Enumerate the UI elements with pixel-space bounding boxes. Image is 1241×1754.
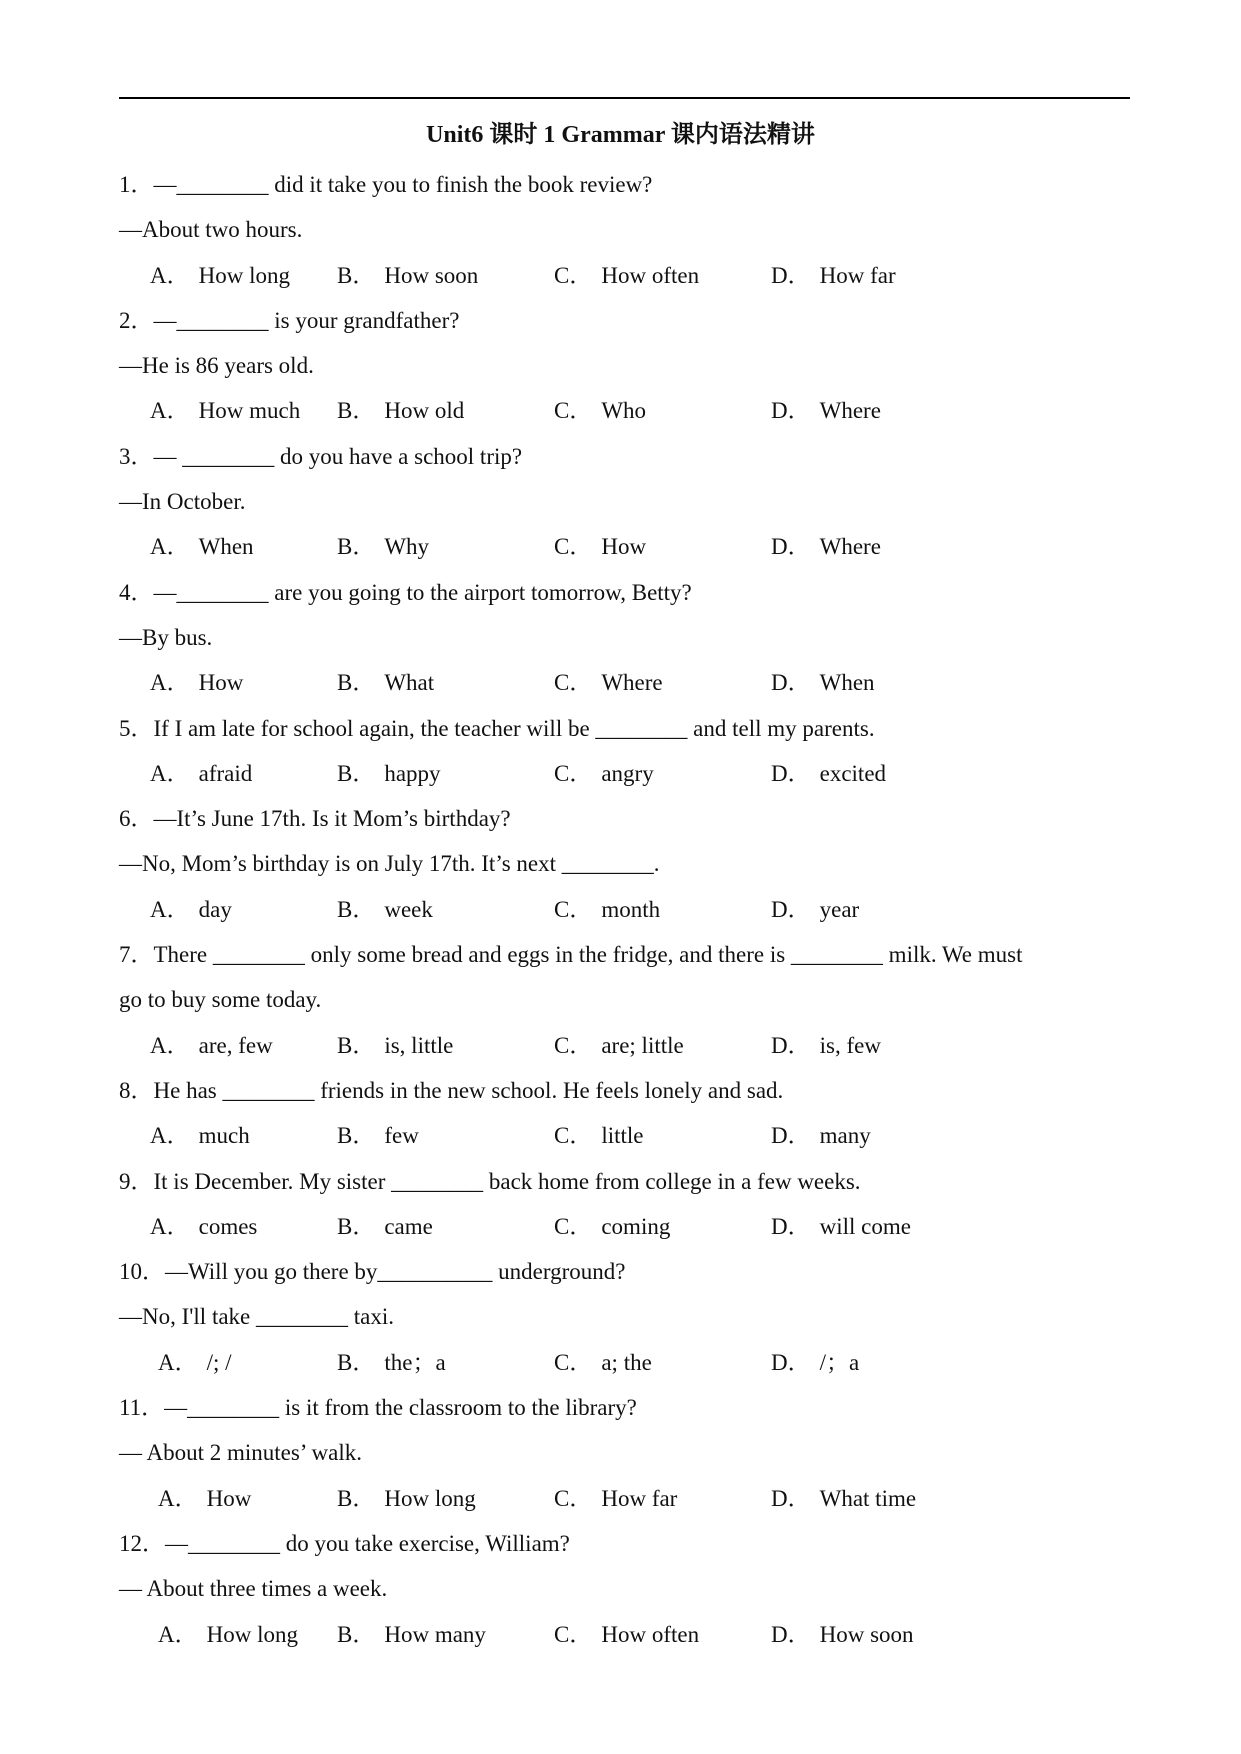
option-c: [554, 1476, 677, 1521]
option-letter: A．: [158, 1621, 198, 1647]
option-d: [771, 887, 859, 932]
option-text: coming: [601, 1213, 671, 1239]
option-b: [337, 1340, 446, 1385]
option-letter: C．: [554, 398, 593, 424]
option-d: [771, 1023, 881, 1068]
option-c: [554, 1340, 652, 1385]
option-d: [771, 1204, 911, 1249]
option-text: How long: [198, 262, 290, 288]
option-a: [150, 1023, 273, 1068]
question-block: [119, 298, 1130, 434]
option-letter: B．: [337, 760, 376, 786]
question-line: — About three times a week.: [119, 1576, 388, 1602]
page-title: Unit6 课时 1 Grammar 课内语法精讲: [426, 122, 815, 148]
option-letter: B．: [337, 398, 376, 424]
question-line: —He is 86 years old.: [119, 353, 314, 379]
option-a: [150, 524, 254, 569]
question-block: [119, 162, 1130, 298]
option-letter: D．: [771, 398, 811, 424]
option-text: How often: [601, 262, 700, 288]
option-text: Where: [819, 398, 881, 424]
option-a: [150, 660, 243, 705]
question-stem: 2．—________ is your grandfather?: [119, 307, 460, 333]
option-text: are, few: [198, 1032, 273, 1058]
option-text: When: [819, 670, 875, 696]
answer-options: [119, 887, 1130, 932]
question-line: —No, Mom’s birthday is on July 17th. It’s next ________.: [119, 851, 660, 877]
option-letter: D．: [771, 534, 811, 560]
option-c: [554, 887, 660, 932]
option-letter: D．: [771, 1485, 811, 1511]
option-c: [554, 1023, 684, 1068]
option-letter: C．: [554, 1349, 593, 1375]
option-b: [337, 751, 441, 796]
question-stem: 12．—________ do you take exercise, William?: [119, 1530, 570, 1556]
option-c: [554, 1204, 670, 1249]
question-stem: 10．—Will you go there by__________ underground?: [119, 1259, 626, 1285]
option-c: [554, 524, 646, 569]
answer-options: [119, 1476, 1130, 1521]
option-text: afraid: [198, 760, 253, 786]
question-block: [119, 796, 1130, 932]
option-b: [337, 253, 478, 298]
option-text: a; the: [601, 1349, 652, 1375]
option-text: /；a: [819, 1349, 860, 1375]
answer-options: [119, 388, 1130, 433]
option-text: How much: [198, 398, 301, 424]
option-a: [158, 1612, 298, 1657]
option-b: [337, 1204, 433, 1249]
option-letter: B．: [337, 1123, 376, 1149]
option-c: [554, 660, 663, 705]
question-stem: 5．If I am late for school again, the teacher will be ________ and tell my parents.: [119, 715, 875, 741]
question-block: [119, 932, 1130, 1068]
option-letter: D．: [771, 896, 811, 922]
option-letter: A．: [150, 760, 190, 786]
option-text: When: [198, 534, 254, 560]
option-a: [150, 751, 252, 796]
option-text: many: [819, 1123, 871, 1149]
answer-options: [119, 1612, 1130, 1657]
option-letter: A．: [150, 1123, 190, 1149]
option-text: Why: [384, 534, 430, 560]
question-stem: 1．—________ did it take you to finish the book review?: [119, 172, 653, 197]
answer-options: [119, 751, 1130, 796]
option-text: Where: [601, 670, 663, 696]
option-a: [150, 1204, 257, 1249]
option-b: [337, 1113, 419, 1158]
option-letter: D．: [771, 262, 811, 288]
option-letter: D．: [771, 1213, 811, 1239]
question-line: —In October.: [119, 489, 246, 515]
option-letter: B．: [337, 670, 376, 696]
question-stem: 8．He has ________ friends in the new school. He feels lonely and sad.: [119, 1077, 784, 1103]
option-b: [337, 660, 434, 705]
option-text: How soon: [384, 262, 479, 288]
option-b: [337, 388, 464, 433]
question-block: [119, 706, 1130, 797]
option-text: year: [819, 896, 860, 922]
option-letter: D．: [771, 760, 811, 786]
option-b: [337, 1476, 476, 1521]
option-a: [150, 887, 232, 932]
option-text: How soon: [819, 1621, 914, 1647]
option-text: day: [198, 896, 232, 922]
question-block: [119, 1521, 1130, 1657]
option-text: How long: [206, 1621, 298, 1647]
answer-options: [119, 1113, 1130, 1158]
option-letter: C．: [554, 670, 593, 696]
answer-options: [119, 1204, 1130, 1249]
option-d: [771, 1340, 859, 1385]
option-letter: D．: [771, 1032, 811, 1058]
option-letter: C．: [554, 1123, 593, 1149]
option-letter: C．: [554, 262, 593, 288]
option-text: How long: [384, 1485, 476, 1511]
option-b: [337, 887, 433, 932]
question-block: [119, 1385, 1130, 1521]
option-text: How often: [601, 1621, 700, 1647]
option-c: [554, 1612, 699, 1657]
question-stem: 9．It is December. My sister ________ back home from college in a few weeks.: [119, 1168, 861, 1194]
option-d: [771, 524, 881, 569]
option-text: week: [384, 896, 433, 922]
question-block: [119, 1249, 1130, 1385]
option-letter: A．: [150, 534, 190, 560]
option-letter: B．: [337, 1032, 376, 1058]
option-a: [150, 253, 290, 298]
option-d: [771, 660, 875, 705]
option-letter: B．: [337, 1213, 376, 1239]
option-b: [337, 524, 429, 569]
header-rule: [119, 97, 1130, 99]
option-c: [554, 388, 646, 433]
answer-options: [119, 253, 1130, 298]
option-text: comes: [198, 1213, 258, 1239]
question-line: —About two hours.: [119, 217, 303, 243]
option-text: excited: [819, 760, 887, 786]
option-letter: C．: [554, 1621, 593, 1647]
option-a: [158, 1476, 251, 1521]
option-c: [554, 751, 654, 796]
option-text: What: [384, 670, 435, 696]
question-stem: 11．—________ is it from the classroom to the library?: [119, 1395, 637, 1421]
question-block: [119, 1159, 1130, 1250]
option-d: [771, 751, 886, 796]
option-letter: C．: [554, 1032, 593, 1058]
question-list: [119, 162, 1130, 1657]
option-letter: B．: [337, 1485, 376, 1511]
option-text: are; little: [601, 1032, 684, 1058]
option-a: [158, 1340, 232, 1385]
option-letter: A．: [158, 1349, 198, 1375]
option-letter: C．: [554, 534, 593, 560]
option-letter: C．: [554, 1485, 593, 1511]
option-d: [771, 1612, 914, 1657]
option-c: [554, 253, 699, 298]
option-letter: B．: [337, 896, 376, 922]
option-letter: C．: [554, 1213, 593, 1239]
option-letter: B．: [337, 262, 376, 288]
option-text: How old: [384, 398, 465, 424]
option-letter: A．: [150, 398, 190, 424]
option-letter: A．: [150, 670, 190, 696]
option-text: How far: [601, 1485, 678, 1511]
option-letter: D．: [771, 670, 811, 696]
answer-options: [119, 1340, 1130, 1385]
option-letter: B．: [337, 1349, 376, 1375]
answer-options: [119, 524, 1130, 569]
option-letter: A．: [150, 262, 190, 288]
option-text: angry: [601, 760, 654, 786]
option-c: [554, 1113, 644, 1158]
question-stem: 4．—________ are you going to the airport tomorrow, Betty?: [119, 579, 692, 605]
option-d: [771, 253, 896, 298]
option-text: came: [384, 1213, 433, 1239]
question-block: [119, 570, 1130, 706]
option-d: [771, 1113, 871, 1158]
option-text: How: [601, 534, 647, 560]
option-text: How many: [384, 1621, 486, 1647]
question-stem: 3．— ________ do you have a school trip?: [119, 443, 523, 469]
option-letter: A．: [150, 1032, 190, 1058]
option-text: will come: [819, 1213, 911, 1239]
option-d: [771, 388, 881, 433]
question-line: go to buy some today.: [119, 987, 322, 1013]
option-text: What time: [819, 1485, 917, 1511]
option-d: [771, 1476, 916, 1521]
option-a: [150, 1113, 250, 1158]
option-b: [337, 1612, 486, 1657]
option-letter: A．: [150, 896, 190, 922]
option-text: /; /: [206, 1349, 232, 1375]
option-letter: D．: [771, 1621, 811, 1647]
option-text: is, little: [384, 1032, 454, 1058]
option-text: much: [198, 1123, 250, 1149]
question-line: — About 2 minutes’ walk.: [119, 1440, 362, 1466]
option-text: is, few: [819, 1032, 881, 1058]
question-block: [119, 434, 1130, 570]
option-text: happy: [384, 760, 441, 786]
option-text: How: [198, 670, 244, 696]
option-text: the；a: [384, 1349, 446, 1375]
question-stem: 7．There ________ only some bread and eggs in the fridge, and there is ________ milk. We must: [119, 942, 1023, 968]
answer-options: [119, 660, 1130, 705]
option-letter: C．: [554, 896, 593, 922]
option-letter: A．: [158, 1485, 198, 1511]
option-text: little: [601, 1123, 644, 1149]
question-line: —By bus.: [119, 624, 213, 650]
option-letter: D．: [771, 1349, 811, 1375]
option-b: [337, 1023, 453, 1068]
answer-options: [119, 1023, 1130, 1068]
option-text: few: [384, 1123, 419, 1149]
option-letter: A．: [150, 1213, 190, 1239]
question-block: [119, 1068, 1130, 1159]
option-text: Who: [601, 398, 647, 424]
option-text: Where: [819, 534, 881, 560]
option-text: How: [206, 1485, 252, 1511]
option-letter: B．: [337, 1621, 376, 1647]
option-a: [150, 388, 300, 433]
option-text: How far: [819, 262, 896, 288]
option-text: month: [601, 896, 661, 922]
option-letter: C．: [554, 760, 593, 786]
option-letter: B．: [337, 534, 376, 560]
option-letter: D．: [771, 1123, 811, 1149]
question-stem: 6．—It’s June 17th. Is it Mom’s birthday?: [119, 806, 511, 832]
question-line: —No, I'll take ________ taxi.: [119, 1304, 394, 1330]
